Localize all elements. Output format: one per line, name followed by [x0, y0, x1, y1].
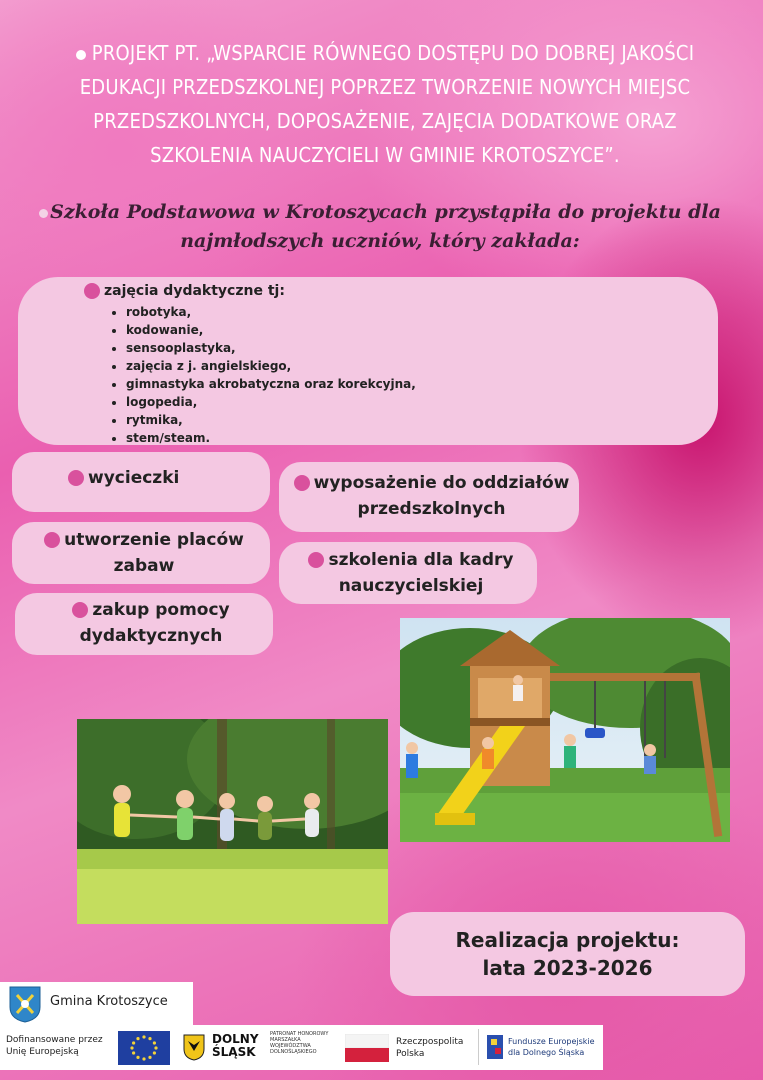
- realization-label: Realizacja projektu:: [455, 928, 680, 952]
- bullet-dot-icon: [84, 283, 100, 299]
- project-title-line: PRZEDSZKOLNYCH, DOPOSAŻENIE, ZAJĘCIA DODATKOWE ORAZ: [93, 109, 677, 133]
- bullet-dot-icon: [308, 552, 324, 568]
- realization-box: [390, 912, 745, 996]
- gmina-coat-of-arms-icon: [8, 985, 42, 1023]
- activities-list: [110, 303, 416, 447]
- dolny-slask-eagle-icon: [182, 1033, 206, 1061]
- pill-equipment: wyposażenie do oddziałów przedszkolnych: [279, 462, 579, 532]
- list-item: • kodowanie,: [126, 321, 416, 339]
- pill-playgrounds: utworzenie placów zabaw: [12, 522, 270, 584]
- dolny-slask-text: DOLNY ŚLĄSK: [212, 1032, 259, 1059]
- bullet-dot-icon: [68, 470, 84, 486]
- bullet-dot-icon: [39, 209, 48, 218]
- patronat-text: PATRONAT HONOROWY MARSZAŁKA WOJEWÓDZTWA DOLNOŚLĄSKIEGO: [270, 1031, 329, 1055]
- divider: [478, 1029, 479, 1065]
- pill-teaching-aids: zakup pomocy dydaktycznych: [15, 593, 273, 655]
- cofinanced-text: Dofinansowane przez Unię Europejską: [6, 1035, 103, 1057]
- rzeczpospolita-text: Rzeczpospolita Polska: [396, 1037, 464, 1059]
- project-title: [40, 36, 730, 172]
- list-item: • rytmika,: [126, 411, 416, 429]
- bullet-dot-icon: [44, 532, 60, 548]
- fundusze-europejskie-text: Fundusze Europejskie dla Dolnego Śląska: [508, 1037, 595, 1057]
- list-item: • zajęcia z j. angielskiego,: [126, 357, 416, 375]
- list-item: • gimnastyka akrobatyczna oraz korekcyjna,: [126, 375, 416, 393]
- list-item: • logopedia,: [126, 393, 416, 411]
- eu-flag-icon: [118, 1031, 170, 1065]
- list-item: • stem/steam.: [126, 429, 416, 447]
- playground-image: [400, 618, 730, 842]
- project-title-line: SZKOLENIA NAUCZYCIELI W GMINIE KROTOSZYCE”.: [150, 143, 620, 167]
- poland-flag-icon: [345, 1034, 389, 1062]
- pill-trips: wycieczki: [12, 452, 270, 512]
- list-item: • robotyka,: [126, 303, 416, 321]
- list-item: • sensooplastyka,: [126, 339, 416, 357]
- subtitle-line: najmłodszych uczniów, który zakłada:: [180, 230, 580, 252]
- realization-years: lata 2023-2026: [482, 956, 653, 980]
- gmina-logo-box: [0, 982, 193, 1025]
- subtitle-line: Szkoła Podstawowa w Krotoszycach przystąpiła do projektu dla: [20, 198, 740, 227]
- bullet-dot-icon: [294, 475, 310, 491]
- project-title-line: EDUKACJI PRZEDSZKOLNEJ POPRZEZ TWORZENIE NOWYCH MIEJSC: [79, 75, 691, 99]
- gmina-name: Gmina Krotoszyce: [50, 994, 168, 1009]
- bullet-dot-icon: [72, 602, 88, 618]
- playground-photo: [400, 618, 730, 842]
- activities-heading: zajęcia dydaktyczne tj:: [84, 283, 285, 299]
- activities-box: [18, 277, 718, 445]
- children-photo: [77, 719, 388, 924]
- project-title-line: PROJEKT PT. „WSPARCIE RÓWNEGO DOSTĘPU DO DOBREJ JAKOŚCI: [40, 36, 730, 70]
- fundusze-europejskie-icon: [486, 1034, 504, 1060]
- funding-logos-strip: [0, 1025, 603, 1070]
- children-image: [77, 719, 388, 924]
- bullet-dot-icon: [76, 50, 86, 60]
- pill-training: szkolenia dla kadry nauczycielskiej: [279, 542, 537, 604]
- project-subtitle: [20, 198, 740, 256]
